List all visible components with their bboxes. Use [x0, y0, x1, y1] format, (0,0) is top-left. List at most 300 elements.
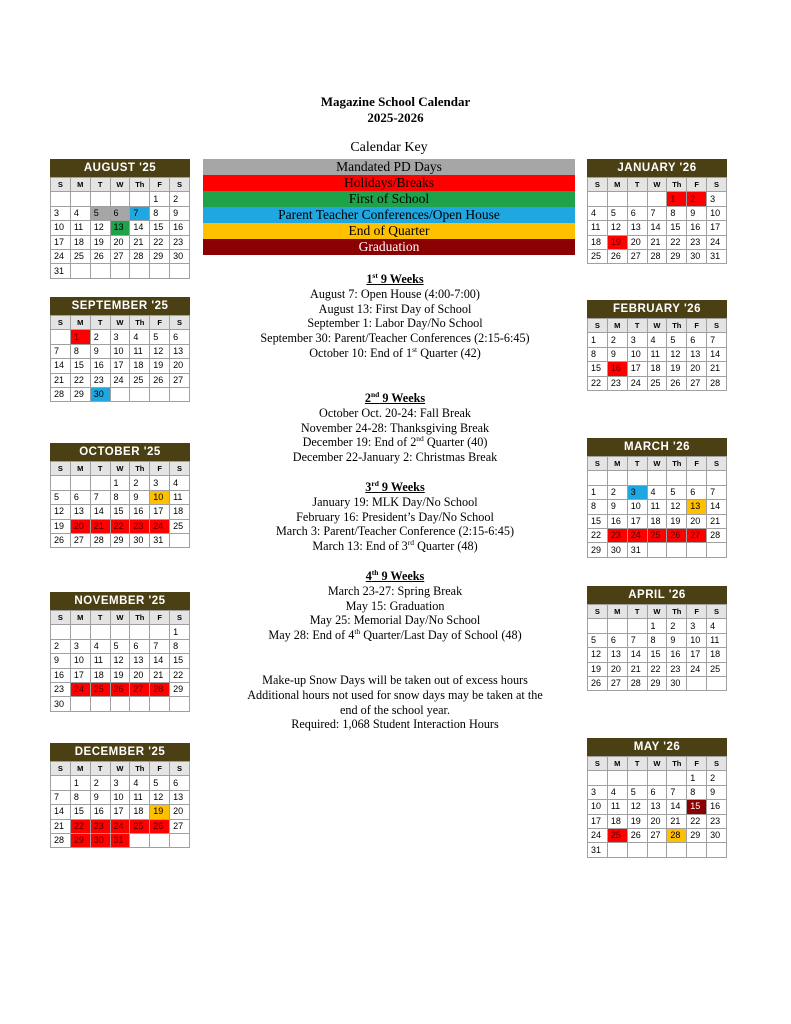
day-cell: 25 [647, 376, 667, 390]
empty-day-cell [170, 264, 190, 278]
day-cell: 24 [627, 376, 647, 390]
day-cell: 27 [70, 533, 90, 547]
empty-day-cell [667, 471, 687, 485]
day-cell: 8 [588, 500, 608, 514]
day-cell: 26 [588, 676, 608, 690]
day-cell: 19 [150, 805, 170, 819]
day-cell: 27 [647, 828, 667, 842]
day-cell: 4 [607, 785, 627, 799]
day-cell: 27 [170, 373, 190, 387]
weekday-header: S [170, 178, 190, 192]
week-row [588, 206, 727, 220]
weekday-header: M [607, 457, 627, 471]
weekday-header: S [707, 178, 727, 192]
weekday-header: Th [130, 611, 150, 625]
empty-day-cell [647, 543, 667, 557]
day-cell: 8 [667, 206, 687, 220]
week-row [51, 387, 190, 401]
month-grid [50, 610, 190, 712]
week-row [588, 333, 727, 347]
day-cell: 10 [110, 790, 130, 804]
day-cell: 25 [130, 373, 150, 387]
day-cell: 12 [667, 347, 687, 361]
day-cell: 5 [667, 485, 687, 499]
quarter-1-item: September 30: Parent/Teacher Conferences (2:15-6:45) [260, 331, 530, 346]
day-cell: 23 [607, 528, 627, 542]
week-row [588, 485, 727, 499]
day-cell: 24 [588, 828, 608, 842]
day-cell: 1 [667, 192, 687, 206]
empty-day-cell [687, 543, 707, 557]
day-cell: 16 [130, 505, 150, 519]
weekday-header: S [170, 611, 190, 625]
quarter-4-item: May 28: End of 4th Quarter/Last Day of School (48) [268, 627, 522, 643]
day-cell: 24 [627, 528, 647, 542]
day-cell: 9 [707, 785, 727, 799]
weekday-header: S [707, 457, 727, 471]
day-cell: 6 [647, 785, 667, 799]
day-cell: 7 [150, 639, 170, 653]
day-cell: 30 [170, 249, 190, 263]
weekday-header: W [647, 605, 667, 619]
note-line: Additional hours not used for snow days may be taken at the [247, 687, 543, 702]
day-cell: 26 [90, 249, 110, 263]
empty-day-cell [687, 471, 707, 485]
day-cell: 1 [687, 771, 707, 785]
empty-day-cell [588, 192, 608, 206]
day-cell: 19 [588, 662, 608, 676]
day-cell: 12 [51, 505, 71, 519]
day-cell: 5 [150, 330, 170, 344]
day-cell: 9 [667, 633, 687, 647]
quarter-1-block [235, 272, 555, 361]
day-cell: 3 [51, 206, 71, 220]
weekday-header: S [588, 457, 608, 471]
day-cell: 23 [687, 235, 707, 249]
week-row [51, 330, 190, 344]
empty-day-cell [110, 264, 130, 278]
day-cell: 29 [687, 828, 707, 842]
day-cell: 5 [588, 633, 608, 647]
day-cell: 15 [150, 221, 170, 235]
day-cell: 22 [687, 814, 707, 828]
month-title: AUGUST '25 [50, 159, 190, 177]
month-grid [50, 761, 190, 848]
page-title: Magazine School Calendar [320, 94, 471, 109]
empty-day-cell [90, 625, 110, 639]
empty-day-cell [150, 387, 170, 401]
day-cell: 29 [588, 543, 608, 557]
day-cell: 27 [627, 249, 647, 263]
day-cell: 14 [130, 221, 150, 235]
day-cell: 24 [687, 662, 707, 676]
day-cell: 19 [150, 359, 170, 373]
day-cell: 6 [130, 639, 150, 653]
weekday-header: Th [667, 319, 687, 333]
day-cell: 8 [687, 785, 707, 799]
empty-day-cell [170, 697, 190, 711]
quarter-1-item: September 1: Labor Day/No School [307, 316, 483, 331]
empty-day-cell [70, 476, 90, 490]
day-cell: 20 [647, 814, 667, 828]
day-cell: 3 [110, 330, 130, 344]
day-cell: 26 [627, 828, 647, 842]
day-cell: 8 [588, 347, 608, 361]
day-cell: 17 [588, 814, 608, 828]
month-august-2025 [50, 159, 190, 279]
day-cell: 27 [110, 249, 130, 263]
day-cell: 16 [170, 221, 190, 235]
weekday-header: F [687, 605, 707, 619]
empty-day-cell [687, 843, 707, 857]
day-cell: 12 [150, 344, 170, 358]
month-grid [587, 318, 727, 391]
day-cell: 30 [51, 697, 71, 711]
week-row [51, 682, 190, 696]
weekday-header: Th [667, 457, 687, 471]
weekday-header: F [150, 611, 170, 625]
school-year: 2025-2026 [367, 110, 424, 125]
empty-day-cell [51, 476, 71, 490]
empty-day-cell [51, 625, 71, 639]
month-may-2026 [587, 738, 727, 858]
weekday-header: F [687, 178, 707, 192]
note-line: Required: 1,068 Student Interaction Hours [291, 717, 499, 732]
month-september-2025 [50, 297, 190, 402]
day-cell: 22 [70, 373, 90, 387]
month-february-2026 [587, 300, 727, 391]
weekday-header: M [70, 316, 90, 330]
day-cell: 4 [130, 330, 150, 344]
day-cell: 30 [90, 833, 110, 847]
day-cell: 22 [150, 235, 170, 249]
day-cell: 11 [707, 633, 727, 647]
day-cell: 23 [90, 819, 110, 833]
day-cell: 21 [707, 362, 727, 376]
day-cell: 21 [90, 519, 110, 533]
month-april-2026 [587, 586, 727, 691]
day-cell: 23 [607, 376, 627, 390]
month-grid [587, 456, 727, 558]
day-cell: 7 [51, 344, 71, 358]
week-row [51, 805, 190, 819]
weekday-header: W [647, 178, 667, 192]
day-cell: 17 [150, 505, 170, 519]
day-cell: 17 [51, 235, 71, 249]
day-cell: 17 [687, 648, 707, 662]
day-cell: 14 [667, 800, 687, 814]
empty-day-cell [647, 192, 667, 206]
day-cell: 30 [607, 543, 627, 557]
weekday-header: W [647, 457, 667, 471]
empty-day-cell [110, 697, 130, 711]
week-row [588, 676, 727, 690]
weekday-header: S [588, 319, 608, 333]
weekday-header: M [607, 319, 627, 333]
day-cell: 2 [170, 192, 190, 206]
day-cell: 2 [130, 476, 150, 490]
day-cell: 31 [51, 264, 71, 278]
day-cell: 22 [667, 235, 687, 249]
day-cell: 28 [90, 533, 110, 547]
week-row [588, 347, 727, 361]
empty-day-cell [170, 833, 190, 847]
empty-day-cell [627, 192, 647, 206]
day-cell: 12 [667, 500, 687, 514]
day-cell: 16 [607, 514, 627, 528]
weekday-header: Th [130, 178, 150, 192]
day-cell: 21 [647, 235, 667, 249]
month-october-2025 [50, 443, 190, 548]
empty-day-cell [588, 471, 608, 485]
month-december-2025 [50, 743, 190, 848]
day-cell: 7 [130, 206, 150, 220]
empty-day-cell [90, 697, 110, 711]
weekday-header: T [90, 611, 110, 625]
weekday-header: S [51, 762, 71, 776]
quarter-2-item: November 24-28: Thanksgiving Break [300, 420, 490, 435]
day-cell: 12 [588, 648, 608, 662]
day-cell: 28 [707, 376, 727, 390]
quarter-4-heading: 4th 9 Weeks [365, 567, 425, 583]
day-cell: 11 [607, 800, 627, 814]
day-cell: 8 [170, 639, 190, 653]
day-cell: 3 [70, 639, 90, 653]
weekday-header: T [627, 457, 647, 471]
day-cell: 27 [607, 676, 627, 690]
empty-day-cell [687, 676, 707, 690]
weekday-header: S [51, 462, 71, 476]
empty-day-cell [70, 625, 90, 639]
day-cell: 31 [110, 833, 130, 847]
quarter-2-block [235, 391, 555, 465]
weekday-header: Th [130, 316, 150, 330]
empty-day-cell [90, 476, 110, 490]
empty-day-cell [170, 387, 190, 401]
day-cell: 5 [150, 776, 170, 790]
day-cell: 20 [170, 805, 190, 819]
day-cell: 9 [90, 790, 110, 804]
day-cell: 19 [667, 362, 687, 376]
day-cell: 27 [687, 376, 707, 390]
week-row [51, 819, 190, 833]
empty-day-cell [627, 843, 647, 857]
day-cell: 21 [707, 514, 727, 528]
day-cell: 28 [51, 833, 71, 847]
empty-day-cell [51, 192, 71, 206]
quarter-1-item: August 7: Open House (4:00-7:00) [310, 286, 480, 301]
day-cell: 24 [707, 235, 727, 249]
day-cell: 9 [170, 206, 190, 220]
day-cell: 13 [627, 221, 647, 235]
day-cell: 16 [687, 221, 707, 235]
quarter-3-item: March 3: Parent/Teacher Conference (2:15-6:45) [275, 524, 515, 539]
week-row [51, 206, 190, 220]
day-cell: 25 [130, 819, 150, 833]
empty-day-cell [588, 771, 608, 785]
day-cell: 14 [51, 805, 71, 819]
weekday-header: Th [667, 178, 687, 192]
day-cell: 1 [588, 485, 608, 499]
day-cell: 13 [170, 344, 190, 358]
day-cell: 23 [170, 235, 190, 249]
day-cell: 19 [51, 519, 71, 533]
empty-day-cell [130, 192, 150, 206]
day-cell: 29 [647, 676, 667, 690]
day-cell: 13 [687, 500, 707, 514]
day-cell: 15 [667, 221, 687, 235]
day-cell: 17 [70, 668, 90, 682]
day-cell: 6 [170, 330, 190, 344]
day-cell: 20 [627, 235, 647, 249]
week-row [588, 648, 727, 662]
day-cell: 19 [627, 814, 647, 828]
week-row [51, 235, 190, 249]
day-cell: 17 [627, 362, 647, 376]
quarter-2-item: December 19: End of 2nd Quarter (40) [302, 434, 488, 450]
month-title: MAY '26 [587, 738, 727, 756]
weekday-header: S [51, 178, 71, 192]
day-cell: 26 [667, 376, 687, 390]
key-conferences: Parent Teacher Conferences/Open House [203, 207, 575, 223]
day-cell: 2 [90, 776, 110, 790]
day-cell: 6 [70, 490, 90, 504]
day-cell: 18 [130, 805, 150, 819]
day-cell: 26 [150, 373, 170, 387]
day-cell: 10 [707, 206, 727, 220]
day-cell: 23 [707, 814, 727, 828]
quarter-4-item: May 25: Memorial Day/No School [309, 613, 481, 628]
day-cell: 20 [130, 668, 150, 682]
weekday-header: F [150, 178, 170, 192]
day-cell: 25 [647, 528, 667, 542]
empty-day-cell [70, 697, 90, 711]
month-title: APRIL '26 [587, 586, 727, 604]
day-cell: 18 [707, 648, 727, 662]
day-cell: 27 [170, 819, 190, 833]
empty-day-cell [627, 619, 647, 633]
day-cell: 13 [170, 790, 190, 804]
day-cell: 14 [90, 505, 110, 519]
month-grid [587, 177, 727, 264]
quarter-3-item: February 16: President’s Day/No School [296, 509, 494, 524]
day-cell: 28 [51, 387, 71, 401]
empty-day-cell [667, 843, 687, 857]
week-row [588, 771, 727, 785]
empty-day-cell [130, 264, 150, 278]
day-cell: 9 [90, 344, 110, 358]
day-cell: 2 [687, 192, 707, 206]
empty-day-cell [130, 387, 150, 401]
week-row [588, 843, 727, 857]
day-cell: 10 [70, 654, 90, 668]
day-cell: 24 [150, 519, 170, 533]
empty-day-cell [647, 843, 667, 857]
day-cell: 18 [607, 814, 627, 828]
day-cell: 7 [627, 633, 647, 647]
empty-day-cell [130, 625, 150, 639]
day-cell: 26 [150, 819, 170, 833]
weekday-header: W [647, 319, 667, 333]
day-cell: 4 [707, 619, 727, 633]
day-cell: 26 [607, 249, 627, 263]
day-cell: 8 [647, 633, 667, 647]
day-cell: 24 [70, 682, 90, 696]
day-cell: 6 [110, 206, 130, 220]
day-cell: 11 [647, 347, 667, 361]
day-cell: 29 [150, 249, 170, 263]
day-cell: 25 [170, 519, 190, 533]
day-cell: 31 [150, 533, 170, 547]
weekday-header: T [90, 178, 110, 192]
day-cell: 22 [110, 519, 130, 533]
week-row [588, 235, 727, 249]
quarter-1-item: October 10: End of 1st Quarter (42) [309, 344, 481, 360]
weekday-header: T [627, 178, 647, 192]
weekday-header: T [90, 762, 110, 776]
day-cell: 15 [687, 800, 707, 814]
day-cell: 15 [110, 505, 130, 519]
day-cell: 4 [90, 639, 110, 653]
day-cell: 5 [667, 333, 687, 347]
day-cell: 11 [130, 344, 150, 358]
day-cell: 6 [627, 206, 647, 220]
week-row [51, 697, 190, 711]
day-cell: 9 [130, 490, 150, 504]
empty-day-cell [90, 264, 110, 278]
day-cell: 9 [51, 654, 71, 668]
week-row [588, 543, 727, 557]
day-cell: 3 [150, 476, 170, 490]
day-cell: 25 [607, 828, 627, 842]
empty-day-cell [150, 264, 170, 278]
month-title: JANUARY '26 [587, 159, 727, 177]
day-cell: 30 [687, 249, 707, 263]
day-cell: 14 [627, 648, 647, 662]
quarter-3-item: March 13: End of 3rd Quarter (48) [312, 538, 478, 554]
empty-day-cell [607, 771, 627, 785]
day-cell: 6 [170, 776, 190, 790]
day-cell: 30 [130, 533, 150, 547]
day-cell: 6 [687, 333, 707, 347]
month-grid [587, 604, 727, 691]
day-cell: 1 [150, 192, 170, 206]
day-cell: 1 [588, 333, 608, 347]
day-cell: 9 [687, 206, 707, 220]
week-row [588, 785, 727, 799]
weekday-header: F [150, 462, 170, 476]
day-cell: 17 [110, 805, 130, 819]
day-cell: 19 [607, 235, 627, 249]
notes-block [225, 673, 565, 732]
day-cell: 26 [51, 533, 71, 547]
quarter-2-item: October Oct. 20-24: Fall Break [319, 405, 471, 420]
day-cell: 18 [130, 359, 150, 373]
day-cell: 7 [667, 785, 687, 799]
weekday-header: W [110, 462, 130, 476]
day-cell: 19 [667, 514, 687, 528]
week-row [51, 519, 190, 533]
empty-day-cell [170, 533, 190, 547]
week-row [51, 373, 190, 387]
day-cell: 7 [707, 485, 727, 499]
day-cell: 2 [667, 619, 687, 633]
empty-day-cell [707, 543, 727, 557]
day-cell: 2 [607, 333, 627, 347]
weekday-header: S [707, 605, 727, 619]
quarter-3-item: January 19: MLK Day/No School [312, 494, 478, 509]
day-cell: 18 [170, 505, 190, 519]
